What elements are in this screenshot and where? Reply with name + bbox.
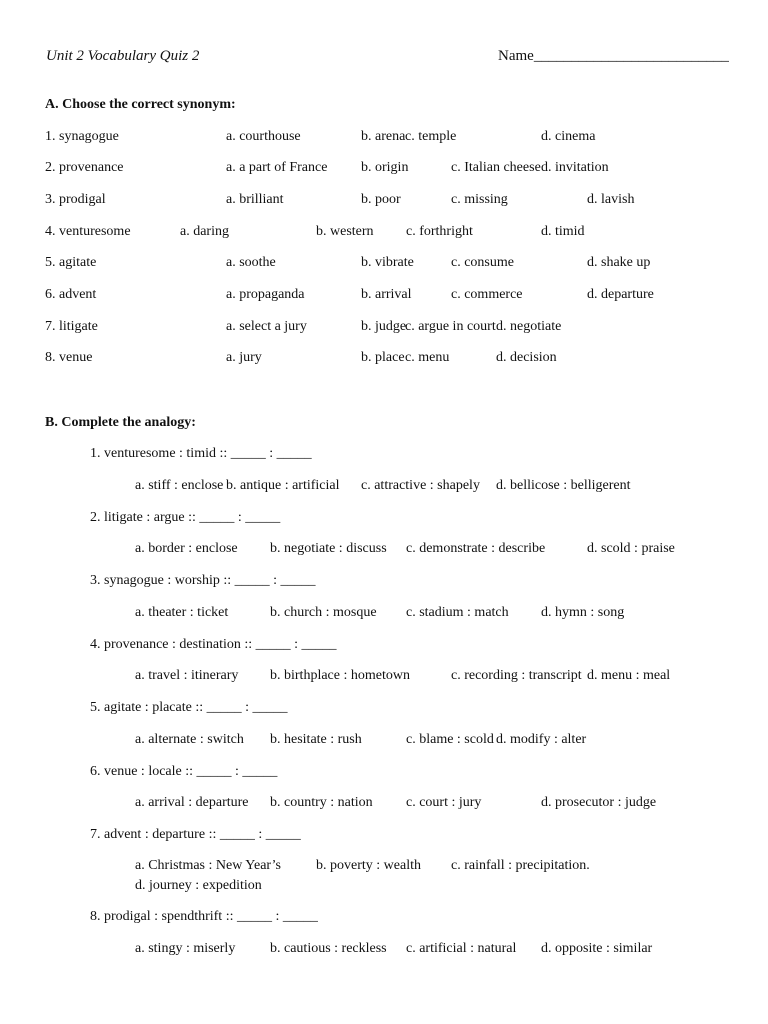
option-d: d. scold : praise xyxy=(587,541,675,556)
option-a: a. arrival : departure xyxy=(135,795,249,810)
option-a: a. brilliant xyxy=(226,192,284,207)
option-b: b. origin xyxy=(361,160,409,175)
option-d: d. decision xyxy=(496,350,557,365)
option-c: c. attractive : shapely xyxy=(361,478,480,493)
option-d: d. hymn : song xyxy=(541,605,625,620)
option-b: b. western xyxy=(316,224,374,239)
question-stem: 2. litigate : argue :: _____ : _____ xyxy=(90,510,281,525)
option-d: d. bellicose : belligerent xyxy=(496,478,631,493)
section-b-heading: B. Complete the analogy: xyxy=(45,415,196,430)
name-field-label: Name__________________________ xyxy=(498,48,729,64)
question-stem: 4. provenance : destination :: _____ : _____ xyxy=(90,637,337,652)
option-d: d. cinema xyxy=(541,129,596,144)
option-b: b. place xyxy=(361,350,405,365)
question-stem: 2. provenance xyxy=(45,160,124,175)
option-b: b. judge xyxy=(361,319,407,334)
option-b: b. country : nation xyxy=(270,795,373,810)
option-c: c. consume xyxy=(451,255,514,270)
option-d: d. timid xyxy=(541,224,585,239)
option-a: a. stiff : enclose xyxy=(135,478,224,493)
option-d: d. shake up xyxy=(587,255,651,270)
question-stem: 7. advent : departure :: _____ : _____ xyxy=(90,827,301,842)
option-c: c. commerce xyxy=(451,287,523,302)
section-a-heading: A. Choose the correct synonym: xyxy=(45,97,236,112)
option-c: c. recording : transcript xyxy=(451,668,582,683)
option-b: b. poverty : wealth xyxy=(316,858,421,873)
option-a: a. travel : itinerary xyxy=(135,668,239,683)
option-a: a. jury xyxy=(226,350,262,365)
option-b: b. antique : artificial xyxy=(226,478,340,493)
option-a: a. propaganda xyxy=(226,287,305,302)
option-c: c. forthright xyxy=(406,224,473,239)
option-d: d. modify : alter xyxy=(496,732,587,747)
option-b: b. hesitate : rush xyxy=(270,732,362,747)
option-b: b. vibrate xyxy=(361,255,414,270)
option-d: d. journey : expedition xyxy=(135,878,262,893)
option-a: a. alternate : switch xyxy=(135,732,244,747)
option-a: a. soothe xyxy=(226,255,276,270)
question-stem: 3. prodigal xyxy=(45,192,106,207)
question-stem: 1. venturesome : timid :: _____ : _____ xyxy=(90,446,312,461)
option-d: d. opposite : similar xyxy=(541,941,653,956)
option-d: d. menu : meal xyxy=(587,668,671,683)
question-stem: 5. agitate xyxy=(45,255,97,270)
question-stem: 7. litigate xyxy=(45,319,98,334)
option-a: a. a part of France xyxy=(226,160,328,175)
option-b: b. negotiate : discuss xyxy=(270,541,387,556)
option-c: c. artificial : natural xyxy=(406,941,517,956)
option-d: d. prosecutor : judge xyxy=(541,795,657,810)
option-a: a. select a jury xyxy=(226,319,307,334)
question-stem: 5. agitate : placate :: _____ : _____ xyxy=(90,700,288,715)
option-c: c. missing xyxy=(451,192,508,207)
option-c: c. argue in court xyxy=(405,319,496,334)
option-d: d. lavish xyxy=(587,192,635,207)
option-d: d. departure xyxy=(587,287,654,302)
question-stem: 6. advent xyxy=(45,287,97,302)
option-b: b. arrival xyxy=(361,287,412,302)
question-stem: 3. synagogue : worship :: _____ : _____ xyxy=(90,573,316,588)
option-a: a. stingy : miserly xyxy=(135,941,236,956)
option-a: a. theater : ticket xyxy=(135,605,229,620)
question-stem: 8. prodigal : spendthrift :: _____ : _____ xyxy=(90,909,318,924)
option-c: c. rainfall : precipitation. xyxy=(451,858,590,873)
option-b: b. cautious : reckless xyxy=(270,941,387,956)
option-d: d. invitation xyxy=(541,160,609,175)
option-b: b. poor xyxy=(361,192,401,207)
option-a: a. Christmas : New Year’s xyxy=(135,858,281,873)
option-c: c. temple xyxy=(405,129,457,144)
option-a: a. courthouse xyxy=(226,129,301,144)
question-stem: 8. venue xyxy=(45,350,93,365)
option-d: d. negotiate xyxy=(496,319,562,334)
option-a: a. daring xyxy=(180,224,229,239)
option-b: b. birthplace : hometown xyxy=(270,668,410,683)
option-c: c. Italian cheese xyxy=(451,160,541,175)
option-a: a. border : enclose xyxy=(135,541,238,556)
option-c: c. demonstrate : describe xyxy=(406,541,546,556)
option-b: b. arena xyxy=(361,129,406,144)
question-stem: 6. venue : locale :: _____ : _____ xyxy=(90,764,278,779)
option-c: c. court : jury xyxy=(406,795,482,810)
option-c: c. menu xyxy=(405,350,450,365)
question-stem: 4. venturesome xyxy=(45,224,131,239)
question-stem: 1. synagogue xyxy=(45,129,119,144)
quiz-title: Unit 2 Vocabulary Quiz 2 xyxy=(46,48,200,64)
option-b: b. church : mosque xyxy=(270,605,377,620)
option-c: c. stadium : match xyxy=(406,605,509,620)
option-c: c. blame : scold xyxy=(406,732,494,747)
